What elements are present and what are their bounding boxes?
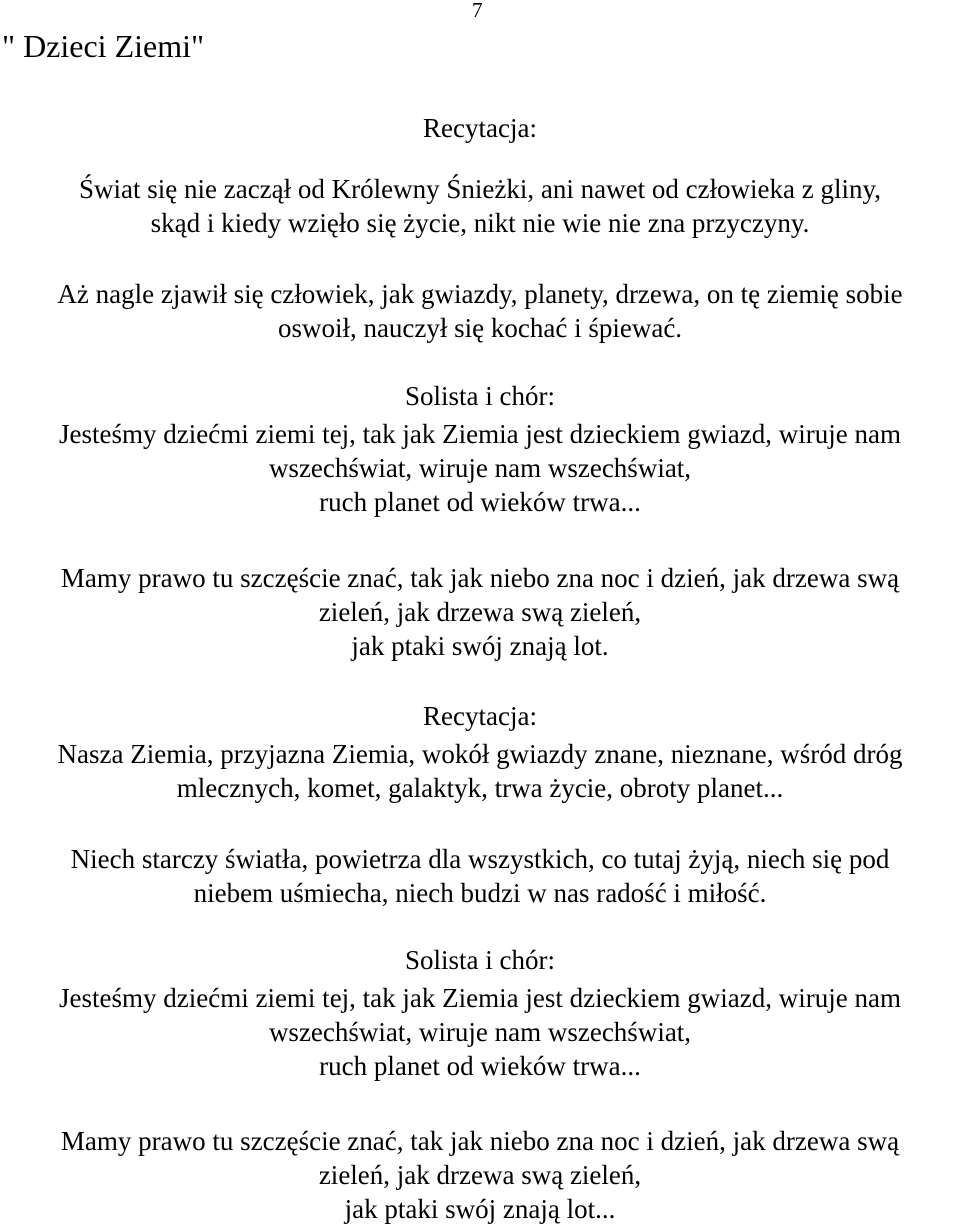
verse-line: Jesteśmy dziećmi ziemi tej, tak jak Ziemia jest dzieckiem gwiazd, wiruje nam (59, 983, 901, 1013)
stanza (0, 417, 960, 519)
verse-line: ruch planet od wieków trwa... (319, 1051, 641, 1081)
stanza (0, 981, 960, 1083)
stanza (0, 172, 960, 240)
verse-line: wszechświat, wiruje nam wszechświat, (268, 1017, 692, 1047)
stanza (0, 842, 960, 910)
verse-line: jak ptaki swój znają lot. (351, 631, 609, 661)
verse-line: oswoił, nauczył się kochać i śpiewać. (277, 313, 683, 343)
verse-line: Świat się nie zaczął od Królewny Śnieżki, ani nawet od człowieka z gliny, (79, 174, 881, 204)
verse-line: zieleń, jak drzewa swą zieleń, (318, 597, 642, 627)
verse-line: Mamy prawo tu szczęście znać, tak jak niebo zna noc i dzień, jak drzewa swą (60, 1126, 900, 1156)
verse-line: ruch planet od wieków trwa... (319, 487, 641, 517)
section-heading: Recytacja: (423, 113, 537, 143)
stanza (0, 1124, 960, 1226)
verse-line: zieleń, jak drzewa swą zieleń, (318, 1160, 642, 1190)
verse-line: Nasza Ziemia, przyjazna Ziemia, wokół gwiazdy znane, nieznane, wśród dróg (57, 739, 903, 769)
verse-line: Aż nagle zjawił się człowiek, jak gwiazdy, planety, drzewa, on tę ziemię sobie (57, 279, 903, 309)
section-heading: Recytacja: (423, 701, 537, 731)
verse-line: Niech starczy światła, powietrza dla wszystkich, co tutaj żyją, niech się pod (70, 844, 890, 874)
verse-line: Mamy prawo tu szczęście znać, tak jak niebo zna noc i dzień, jak drzewa swą (60, 563, 900, 593)
section-heading: Solista i chór: (405, 381, 555, 411)
verse-line: niebem uśmiecha, niech budzi w nas radość i miłość. (193, 878, 767, 908)
section-chorus-1 (0, 380, 960, 663)
stanza (0, 277, 960, 345)
section-recitation-1 (0, 112, 960, 345)
verse-line: wszechświat, wiruje nam wszechświat, (268, 453, 692, 483)
verse-line: jak ptaki swój znają lot... (344, 1194, 616, 1224)
stanza (0, 737, 960, 805)
stanza (0, 561, 960, 663)
section-recitation-2 (0, 700, 960, 910)
verse-line: Jesteśmy dziećmi ziemi tej, tak jak Ziemia jest dzieckiem gwiazd, wiruje nam (59, 419, 901, 449)
section-chorus-2 (0, 944, 960, 1226)
verse-line: skąd i kiedy wzięło się życie, nikt nie wie nie zna przyczyny. (150, 208, 810, 238)
section-heading: Solista i chór: (405, 945, 555, 975)
page-title: " Dzieci Ziemi" (2, 28, 205, 64)
page-number: 7 (472, 0, 483, 22)
verse-line: mlecznych, komet, galaktyk, trwa życie, obroty planet... (176, 773, 784, 803)
